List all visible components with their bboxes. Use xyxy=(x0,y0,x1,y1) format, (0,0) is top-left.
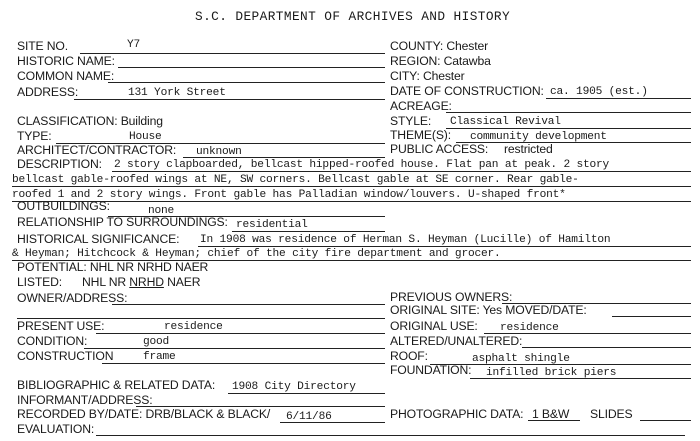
photo-count-line xyxy=(528,420,580,421)
classification-label: CLASSIFICATION: Building xyxy=(17,114,163,128)
original-use-value: residence xyxy=(500,322,559,334)
county-label: COUNTY: Chester xyxy=(390,39,488,53)
historic-name-line xyxy=(118,67,385,68)
foundation-value: infilled brick piers xyxy=(486,367,617,379)
style-line xyxy=(446,128,691,129)
architect-line xyxy=(183,157,385,158)
bibliographic-label: BIBLIOGRAPHIC & RELATED DATA: xyxy=(17,378,216,392)
date-construction-line xyxy=(546,98,691,99)
original-site-label: ORIGINAL SITE: Yes MOVED/DATE: xyxy=(390,303,587,317)
description-line-2: bellcast gable-roofed wings at NE, SW corners. Bellcast gable at SE corner. Rear gable- xyxy=(12,174,579,186)
theme-line xyxy=(456,142,691,143)
site-no-value: Y7 xyxy=(127,39,141,51)
public-access-value: restricted xyxy=(504,142,553,156)
significance-line-1: In 1908 was residence of Herman S. Heyman (Lucille) of Hamilton xyxy=(200,234,611,246)
slides-label: SLIDES xyxy=(590,407,633,421)
listed-nhl-nr: NHL NR xyxy=(82,275,130,289)
owner-address-line xyxy=(112,304,385,305)
common-name-label: COMMON NAME: xyxy=(17,69,115,83)
outbuildings-value: none xyxy=(148,205,175,217)
original-use-label: ORIGINAL USE: xyxy=(390,319,478,333)
photographic-label: PHOTOGRAPHIC DATA: xyxy=(390,407,524,421)
relationship-line xyxy=(232,231,385,232)
condition-line xyxy=(84,348,385,349)
description-underline-2 xyxy=(12,186,691,187)
listed-label xyxy=(17,276,200,289)
description-line-1: 2 story clapboarded, bellcast hipped-roofed house. Flat pan at peak. 2 story xyxy=(114,159,610,171)
address-label: ADDRESS: xyxy=(17,85,79,99)
present-use-value: residence xyxy=(164,321,223,333)
listed-prefix: LISTED: xyxy=(17,275,63,289)
roof-value: asphalt shingle xyxy=(472,353,570,365)
relationship-label: RELATIONSHIP TO SURROUNDINGS: xyxy=(17,215,228,229)
listed-naer: NAER xyxy=(163,275,201,289)
condition-value: good xyxy=(143,336,170,348)
potential-label: POTENTIAL: NHL NR NRHD NAER xyxy=(17,260,209,274)
acreage-line xyxy=(446,112,691,113)
evaluation-label: EVALUATION: xyxy=(17,422,95,436)
informant-label: INFORMANT/ADDRESS: xyxy=(17,393,153,407)
construction-value: frame xyxy=(143,351,176,363)
description-underline-3 xyxy=(12,201,691,202)
description-underline-1 xyxy=(112,171,691,172)
foundation-line xyxy=(470,378,691,379)
site-no-line xyxy=(80,53,385,54)
evaluation-line xyxy=(96,435,685,436)
altered-label: ALTERED/UNALTERED: xyxy=(390,334,523,348)
acreage-label: ACREAGE: xyxy=(390,99,452,113)
style-value: Classical Revival xyxy=(450,116,561,128)
listed-nrhd-checked: NRHD xyxy=(129,275,164,289)
significance-line-2: & Heyman; Hitchcock & Heyman; chief of the city fire department and grocer. xyxy=(12,248,501,260)
slides-line xyxy=(640,420,691,421)
present-use-line xyxy=(96,333,385,334)
page-title: S.C. DEPARTMENT OF ARCHIVES AND HISTORY xyxy=(195,9,511,24)
significance-underline-1 xyxy=(198,246,691,247)
foundation-label: FOUNDATION: xyxy=(390,363,472,377)
bibliographic-line xyxy=(228,393,385,394)
architect-label: ARCHITECT/CONTRACTOR: xyxy=(17,143,177,157)
recorded-date-value: 6/11/86 xyxy=(286,411,332,423)
previous-owners-label: PREVIOUS OWNERS: xyxy=(390,290,513,304)
recorded-date-line xyxy=(280,422,385,423)
outbuildings-label: OUTBUILDINGS: xyxy=(17,199,110,213)
public-access-label: PUBLIC ACCESS: xyxy=(390,142,489,156)
owner-address-label: OWNER/ADDRESS: xyxy=(17,291,128,305)
theme-value: community development xyxy=(470,131,607,143)
altered-line xyxy=(522,347,691,348)
style-label: STYLE: xyxy=(390,114,432,128)
region-label: REGION: Catawba xyxy=(390,54,491,68)
photo-count-value: 1 B&W xyxy=(532,407,570,421)
relationship-value: residential xyxy=(236,219,308,231)
construction-label: CONSTRUCTION xyxy=(17,349,114,363)
construction-line xyxy=(102,363,385,364)
historic-name-label: HISTORIC NAME: xyxy=(17,54,115,68)
type-value: House xyxy=(129,131,162,143)
architect-value: unknown xyxy=(196,146,242,158)
description-label: DESCRIPTION: xyxy=(17,157,102,171)
site-no-label: SITE NO. xyxy=(17,39,68,53)
address-line xyxy=(74,99,385,100)
historical-significance-label: HISTORICAL SIGNIFICANCE: xyxy=(17,232,180,246)
recorded-by-label: RECORDED BY/DATE: DRB/BLACK & BLACK/ xyxy=(17,407,271,421)
condition-label: CONDITION: xyxy=(17,334,88,348)
common-name-line xyxy=(108,82,385,83)
present-use-label: PRESENT USE: xyxy=(17,319,105,333)
roof-label: ROOF: xyxy=(390,349,428,363)
date-construction-label: DATE OF CONSTRUCTION: xyxy=(390,84,544,98)
date-construction-value: ca. 1905 (est.) xyxy=(550,86,648,98)
moved-date-line xyxy=(612,316,691,317)
bibliographic-value: 1908 City Directory xyxy=(232,381,356,393)
description-line-3: roofed 1 and 2 story wings. Front gable has Palladian window/louvers. U-shaped front* xyxy=(12,189,566,201)
type-label: TYPE: xyxy=(17,129,52,143)
theme-label: THEME(S): xyxy=(390,128,451,142)
city-label: CITY: Chester xyxy=(390,69,465,83)
address-value: 131 York Street xyxy=(128,87,226,99)
